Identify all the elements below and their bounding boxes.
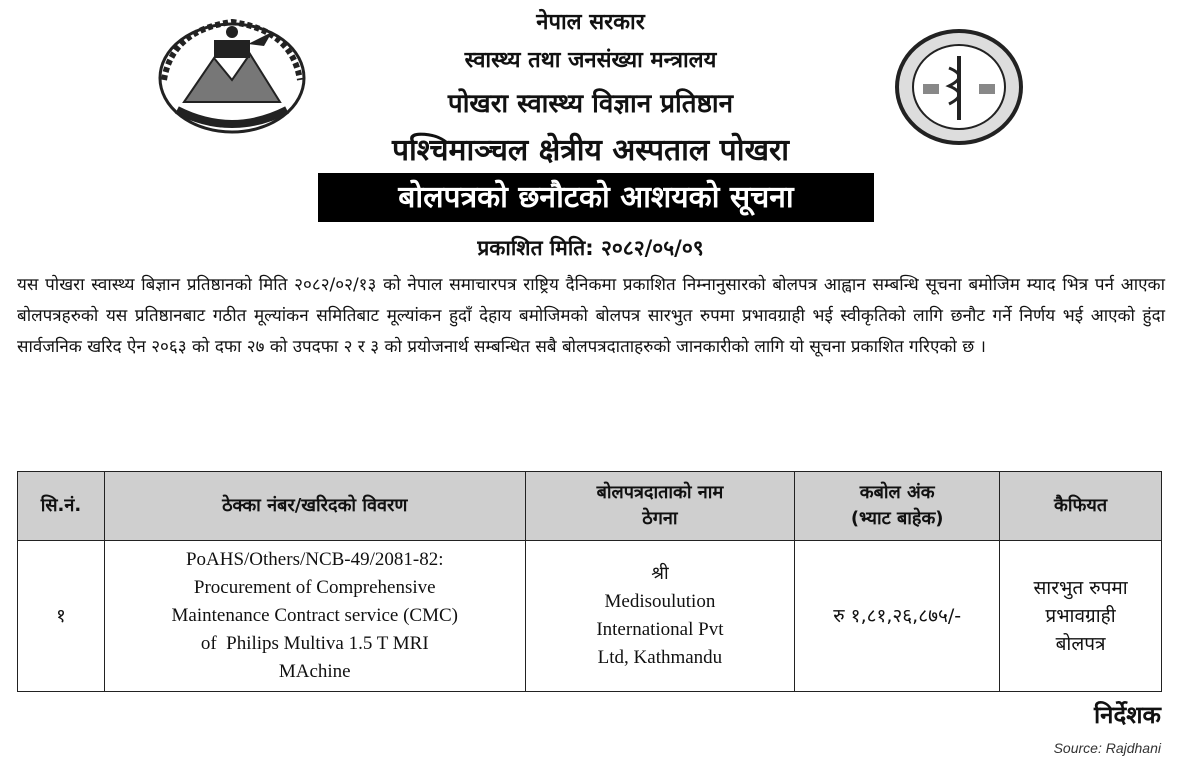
- header-bidder: बोलपत्रदाताको नाम ठेगना: [525, 472, 795, 541]
- published-date: प्रकाशित मिति: २०८२/०५/०९: [477, 236, 704, 260]
- source-credit: Source: Rajdhani: [1053, 740, 1161, 756]
- cell-sn: १: [18, 541, 105, 692]
- table-row: [18, 541, 1162, 692]
- government-name: नेपाल सरकार: [536, 10, 645, 35]
- hospital-name: पश्चिमाञ्चल क्षेत्रीय अस्पताल पोखरा: [391, 133, 790, 168]
- bid-selection-table: [17, 471, 1162, 692]
- cell-contract: PoAHS/Others/NCB-49/2081-82: Procurement of Comprehensive Maintenance Contract service (CMC) of Philips Multiva 1.5 T MRI MAchine: [104, 541, 525, 692]
- notice-body-paragraph: यस पोखरा स्वास्थ्य बिज्ञान प्रतिष्ठानको मिति २०८२/०२/१३ को नेपाल समाचारपत्र राष्ट्रिय दैनिकमा प्रकाशित निम्नानुसारको बोलपत्र आह्वान सम्बन्धि सूचना बमोजिम म्याद भित्र पर्न आएका बोलपत्रहरुको यस प्रतिष्ठानबाट गठीत मूल्यांकन समितिबाट मूल्यांकन हुदाँ देहाय बमोजिमको बोलपत्र सारभुत रुपमा प्रभावग्राही भई स्वीकृतिको लागि छनौट गर्ने निर्णय भई आएको हुंदा सार्वजनिक खरिद ऐन २०६३ को दफा २७ को उपदफा २ र ३ को प्रयोजनार्थ सम्बन्धित सबै बोलपत्रदाताहरुको जानकारीको लागि यो सूचना प्रकाशित गरिएको छ ।: [17, 275, 1165, 357]
- header-sn: सि.नं.: [18, 472, 105, 541]
- header-remarks: कैफियत: [1000, 472, 1162, 541]
- ministry-name: स्वास्थ्य तथा जनसंख्या मन्त्रालय: [464, 48, 717, 73]
- header-contract: ठेक्का नंबर/खरिदको विवरण: [104, 472, 525, 541]
- notice-title-banner: बोलपत्रको छनौटको आशयको सूचना: [318, 173, 874, 222]
- institute-name: पोखरा स्वास्थ्य विज्ञान प्रतिष्ठान: [447, 89, 734, 119]
- director-signature-label: निर्देशक: [1093, 701, 1161, 729]
- header-amount: कबोल अंक (भ्याट बाहेक): [795, 472, 1000, 541]
- table-header-row: [18, 472, 1162, 541]
- cell-amount: रु १,८१,२६,८७५/-: [795, 541, 1000, 692]
- cell-remarks: सारभुत रुपमा प्रभावग्राही बोलपत्र: [1000, 541, 1162, 692]
- cell-bidder: श्री Medisoulution International Pvt Ltd, Kathmandu: [525, 541, 795, 692]
